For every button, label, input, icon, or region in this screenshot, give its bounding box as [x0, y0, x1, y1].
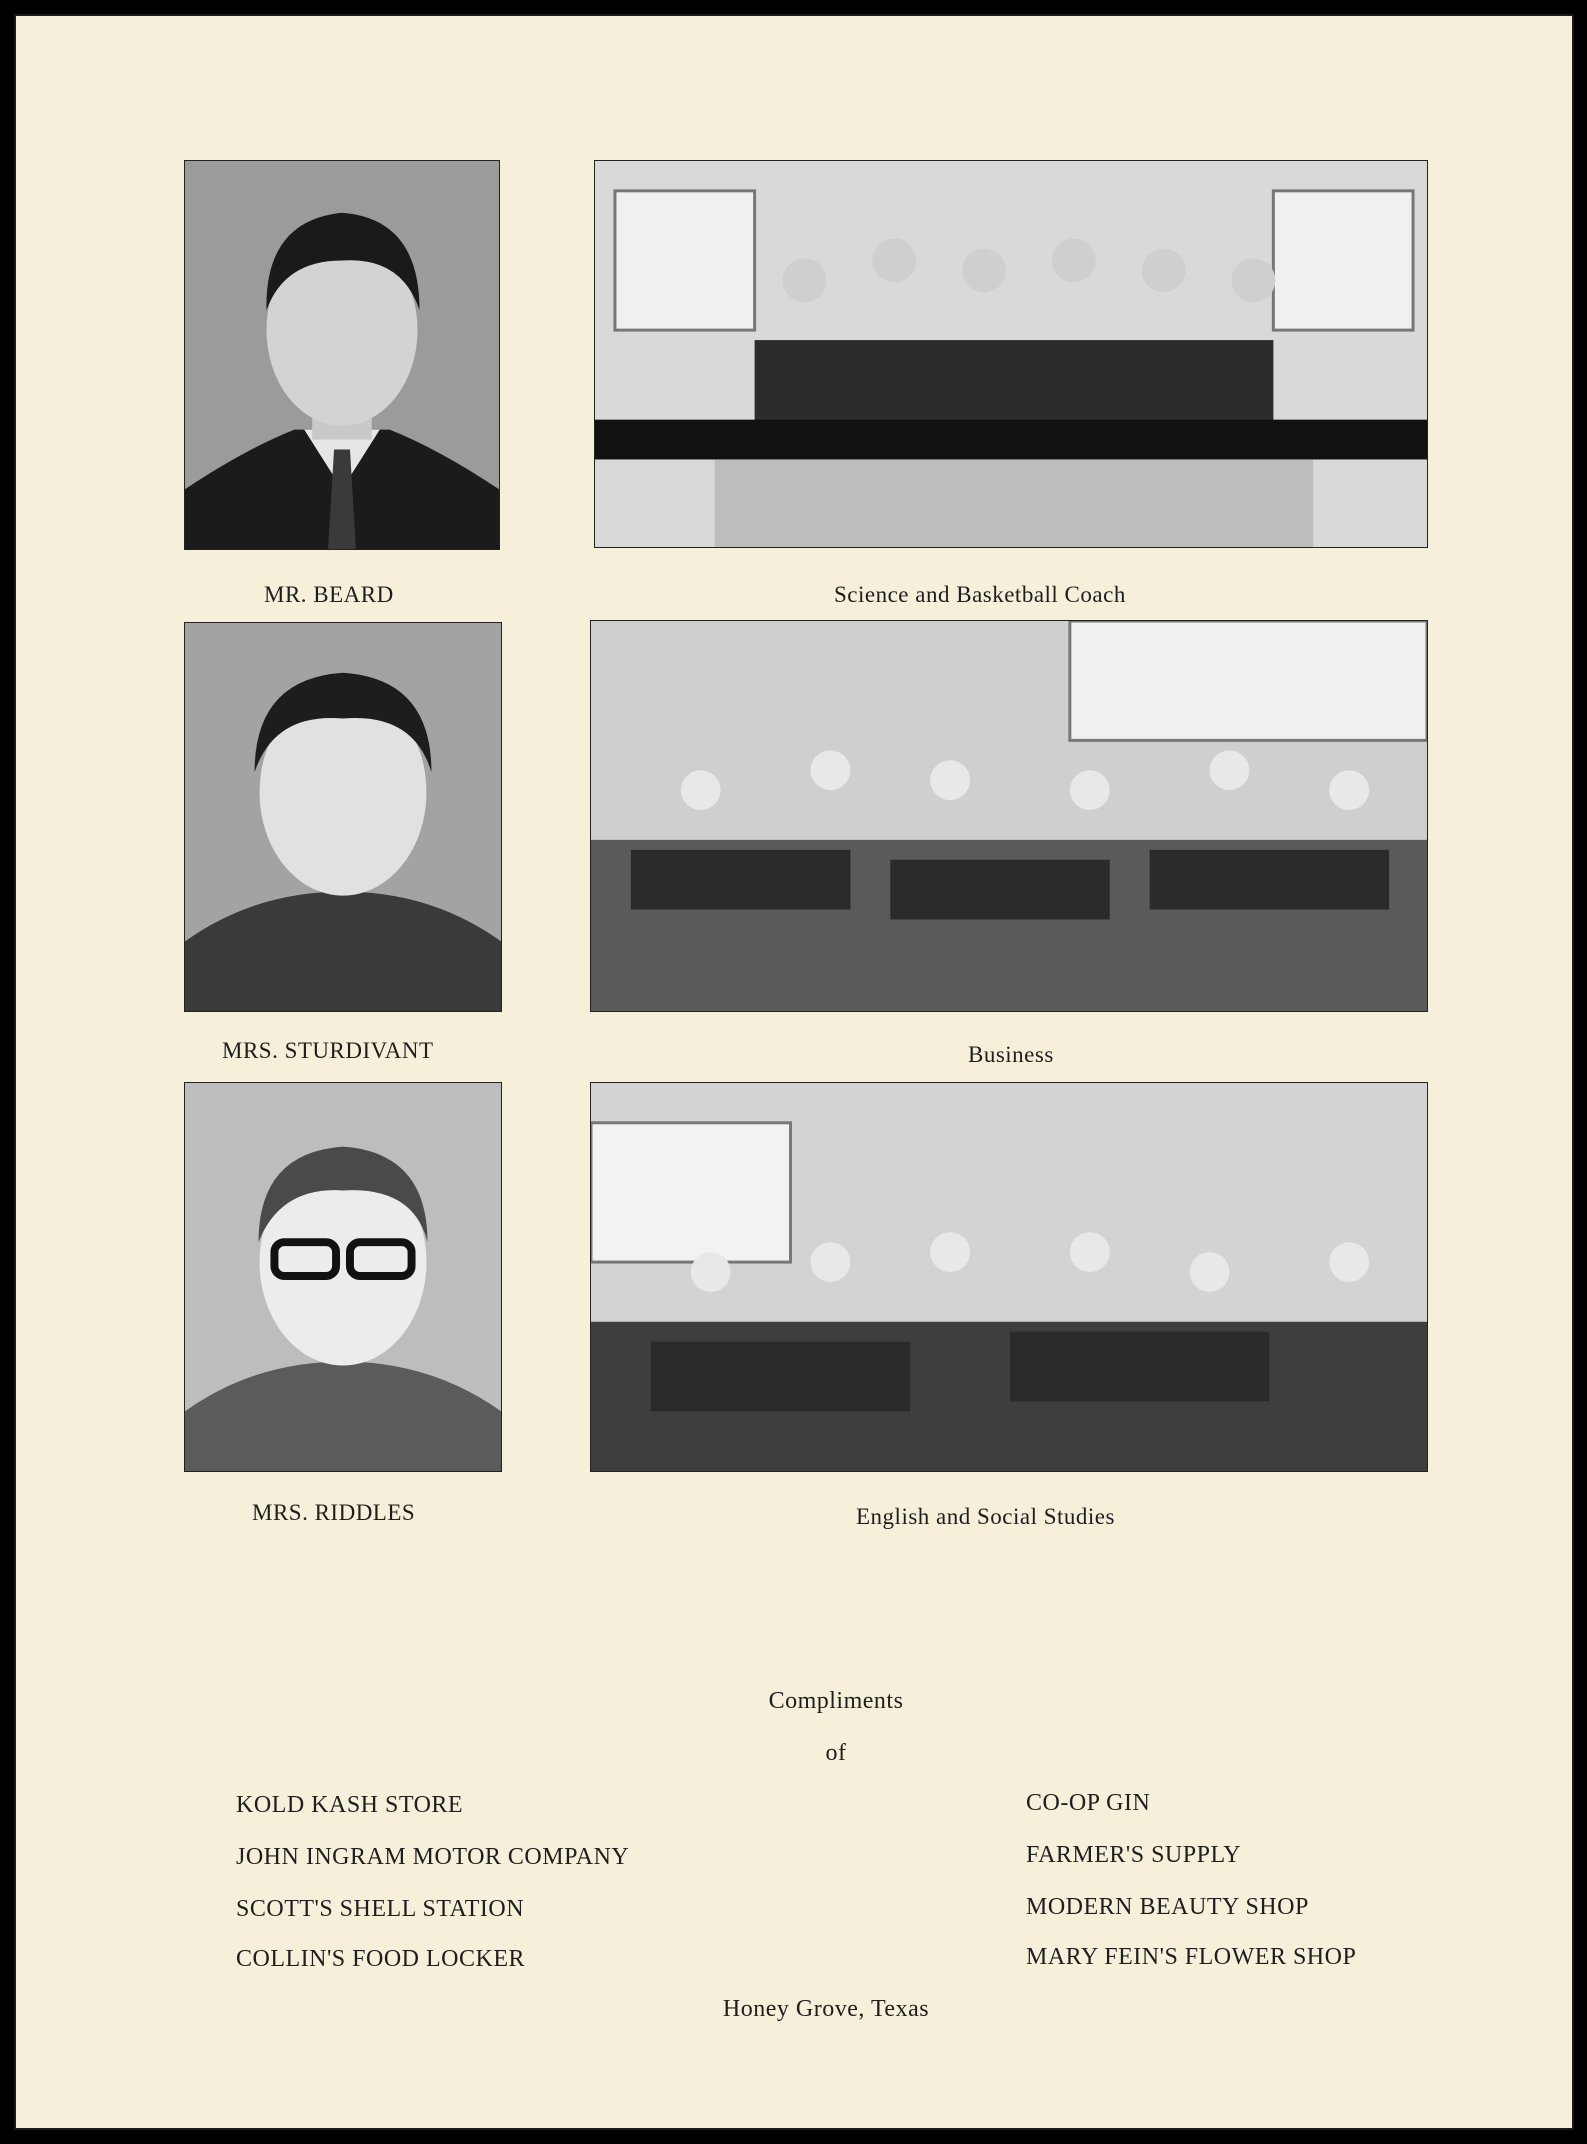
class-photo-science [594, 160, 1428, 548]
class-photo-english [590, 1082, 1428, 1472]
sponsor-right: MODERN BEAUTY SHOP [1026, 1894, 1309, 1920]
sponsor-right: MARY FEIN'S FLOWER SHOP [1026, 1944, 1357, 1970]
sponsor-right: FARMER'S SUPPLY [1026, 1842, 1242, 1868]
sponsor-right: CO-OP GIN [1026, 1790, 1151, 1816]
faculty-subject: Business [968, 1042, 1054, 1067]
faculty-name: MRS. RIDDLES [252, 1500, 416, 1525]
sponsor-left: COLLIN'S FOOD LOCKER [236, 1946, 525, 1972]
faculty-subject: English and Social Studies [856, 1504, 1115, 1529]
faculty-name: MRS. STURDIVANT [222, 1038, 434, 1063]
yearbook-page [14, 14, 1574, 2130]
portrait-photo-riddles [184, 1082, 502, 1472]
sponsor-left: KOLD KASH STORE [236, 1792, 464, 1818]
sponsor-left: JOHN INGRAM MOTOR COMPANY [236, 1844, 630, 1870]
portrait-photo-sturdivant [184, 622, 502, 1012]
sponsor-left: SCOTT'S SHELL STATION [236, 1896, 525, 1922]
class-photo-business [590, 620, 1428, 1012]
faculty-subject: Science and Basketball Coach [834, 582, 1126, 607]
compliments-heading: Compliments [768, 1688, 904, 1714]
faculty-name: MR. BEARD [264, 582, 394, 607]
portrait-photo-beard [184, 160, 500, 550]
compliments-of: of [825, 1740, 847, 1766]
location: Honey Grove, Texas [722, 1996, 930, 2022]
